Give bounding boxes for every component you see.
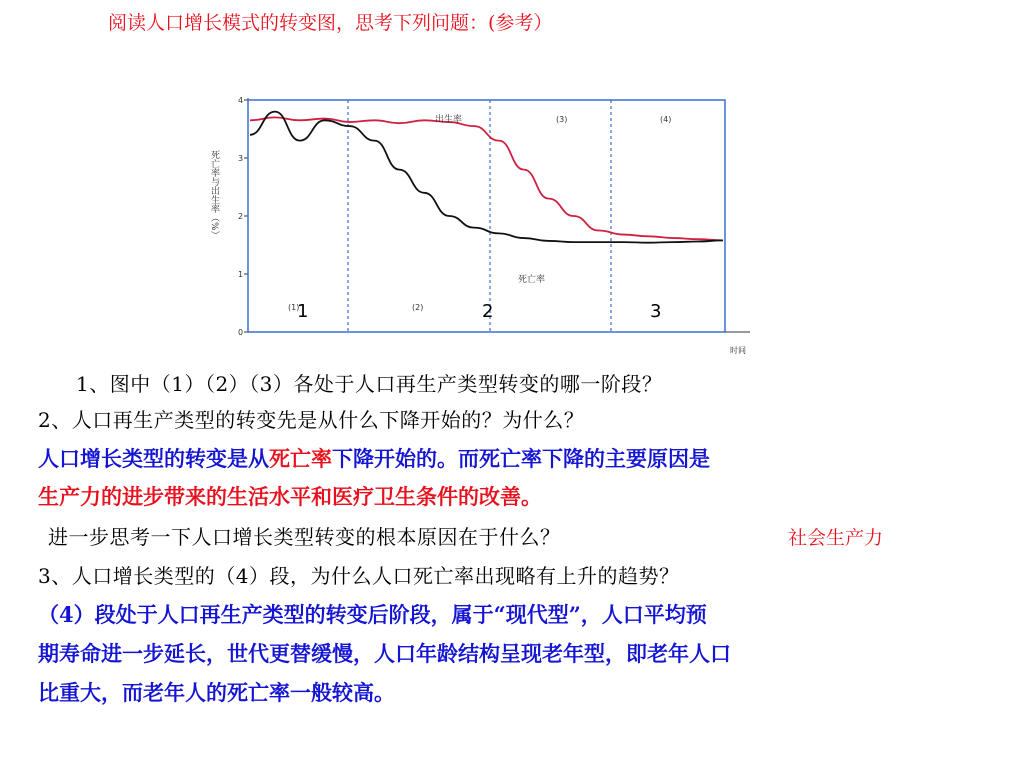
question-3: 3、人口增长类型的（4）段，为什么人口死亡率出现略有上升的趋势？: [38, 564, 680, 588]
population-transition-chart: [200, 70, 760, 360]
question-2: 2、人口再生产类型的转变先是从什么下降开始的？为什么？: [38, 408, 585, 432]
series-line-birth-rate: [250, 117, 723, 240]
x-axis-label: 时间: [730, 346, 746, 355]
stage-label: (4): [660, 115, 672, 124]
answer-2-part1: 人口增长类型的转变是从: [38, 446, 269, 471]
answer-3-line3: 比重大，而老年人的死亡率一般较高。: [38, 680, 395, 705]
y-tick-label: 1: [238, 270, 244, 279]
stage-number: 1: [297, 301, 309, 322]
answer-2-highlight: 死亡率: [269, 446, 332, 471]
stage-label: (3): [556, 115, 568, 124]
y-tick-label: 3: [238, 154, 244, 163]
question-further: 进一步思考一下人口增长类型转变的根本原因在于什么？: [48, 525, 561, 549]
answer-2-line2: 生产力的进步带来的生活水平和医疗卫生条件的改善。: [38, 484, 542, 509]
stage-number: 2: [482, 301, 494, 322]
answer-3-line1: （4）段处于人口再生产类型的转变后阶段，属于“现代型”，人口平均预: [38, 602, 707, 627]
y-tick-label: 2: [238, 212, 244, 221]
death-rate-label: 死亡率: [518, 275, 546, 285]
question-1: 1、图中（1）（2）（3）各处于人口再生产类型转变的哪一阶段？: [76, 372, 663, 396]
answer-2-part2: 下降开始的。而死亡率下降的主要原因是: [332, 446, 710, 471]
birth-rate-label: 出生率: [435, 115, 463, 125]
page-title: 阅读人口增长模式的转变图，思考下列问题：(参考）: [108, 12, 553, 34]
y-axis-label: 死亡率与出生率（%）: [209, 150, 219, 240]
answer-3-line2: 期寿命进一步延长，世代更替缓慢，人口年龄结构呈现老年型，即老年人口: [38, 641, 731, 666]
stage-label: (1): [288, 303, 300, 312]
plot-frame: [248, 100, 725, 332]
series-line-death-rate: [250, 112, 723, 243]
y-tick-label: 4: [238, 96, 244, 105]
stage-label: (2): [412, 303, 424, 312]
y-tick-label: 0: [238, 328, 244, 337]
answer-further: 社会生产力: [788, 527, 884, 549]
answer-2-line1: [38, 443, 710, 473]
stage-number: 3: [650, 301, 662, 322]
chart-svg: [200, 70, 760, 360]
